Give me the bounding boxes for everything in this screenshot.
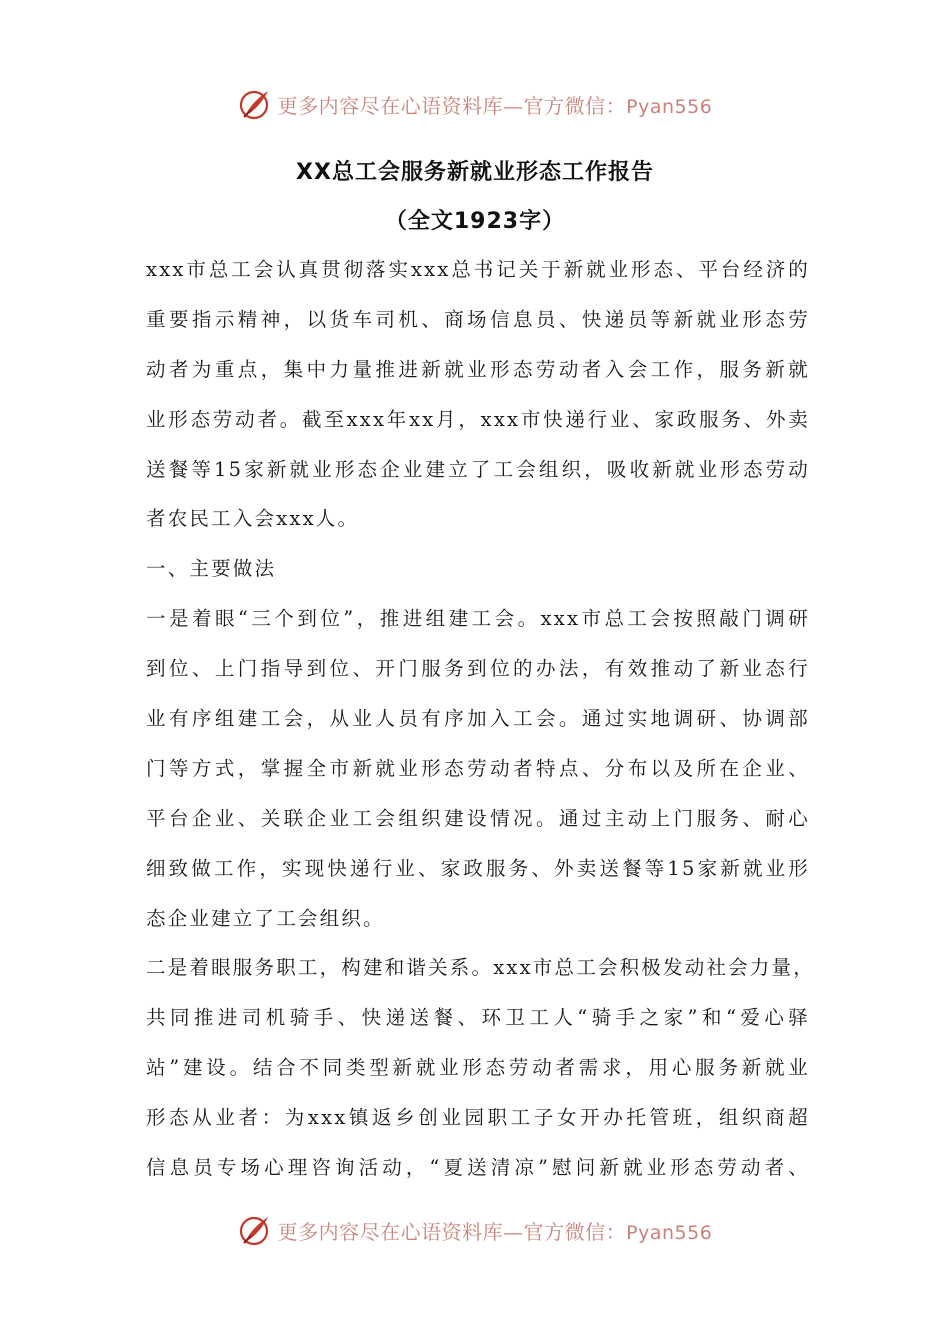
watermark-text: 更多内容尽在心语资料库—官方微信：Pyan556	[277, 1219, 713, 1244]
feather-pen-logo-icon	[238, 87, 272, 121]
body-line: 细致做工作，实现快递行业、家政服务、外卖送餐等15家新就业形	[146, 856, 810, 880]
body-line: 动者为重点，集中力量推进新就业形态劳动者入会工作，服务新就	[146, 357, 810, 381]
body-line: 站”建设。结合不同类型新就业形态劳动者需求，用心服务新就业	[146, 1056, 810, 1080]
body-line: 共同推进司机骑手、快递送餐、环卫工人“骑手之家”和“爱心驿	[146, 1006, 810, 1030]
body-line: 态企业建立了工会组织。	[146, 906, 385, 930]
watermark-text: 更多内容尽在心语资料库—官方微信：Pyan556	[277, 93, 713, 118]
section-heading: 一、主要做法	[146, 557, 277, 581]
body-line: 业有序组建工会，从业人员有序加入工会。通过实地调研、协调部	[146, 707, 810, 731]
document-title: XX总工会服务新就业形态工作报告	[296, 160, 654, 185]
body-line: 门等方式，掌握全市新就业形态劳动者特点、分布以及所在企业、	[146, 756, 810, 780]
document-subtitle: （全文1923字）	[384, 209, 566, 234]
body-line: 形态从业者：为xxx镇返乡创业园职工子女开办托管班，组织商超	[146, 1106, 810, 1130]
watermark-footer	[0, 1210, 950, 1250]
body-line: 重要指示精神，以货车司机、商场信息员、快递员等新就业形态劳	[146, 307, 810, 331]
body-line: 者农民工入会xxx人。	[146, 507, 360, 531]
body-line: xxx市总工会认真贯彻落实xxx总书记关于新就业形态、平台经济的	[146, 258, 810, 281]
body-line: 送餐等15家新就业形态企业建立了工会组织，吸收新就业形态劳动	[146, 457, 810, 481]
watermark-header	[0, 84, 950, 124]
watermark-wechat-id: Pyan556	[626, 95, 713, 118]
document-body	[146, 252, 815, 1200]
feather-pen-logo-icon	[238, 1213, 272, 1247]
watermark-wechat-id: Pyan556	[626, 1221, 713, 1244]
body-line: 一是着眼“三个到位”，推进组建工会。xxx市总工会按照敲门调研	[146, 607, 810, 631]
body-line: 平台企业、关联企业工会组织建设情况。通过主动上门服务、耐心	[146, 806, 810, 830]
body-line: 到位、上门指导到位、开门服务到位的办法，有效推动了新业态行	[146, 657, 810, 681]
body-line: 业形态劳动者。截至xxx年xx月，xxx市快递行业、家政服务、外卖	[146, 407, 810, 431]
body-line: 二是着眼服务职工，构建和谐关系。xxx市总工会积极发动社会力量，	[146, 956, 815, 980]
body-line: 信息员专场心理咨询活动，“夏送清凉”慰问新就业形态劳动者、	[146, 1156, 810, 1180]
